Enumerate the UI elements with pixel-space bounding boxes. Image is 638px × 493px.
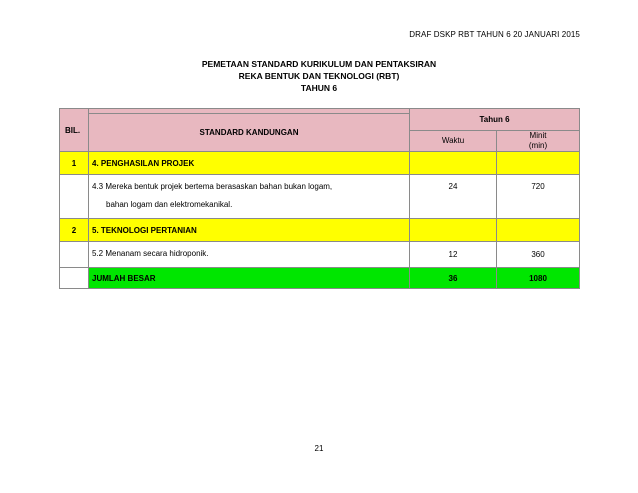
item-description — [89, 242, 410, 268]
section-row — [60, 152, 580, 175]
header-waktu: Waktu — [410, 131, 497, 152]
item-row — [60, 242, 580, 268]
total-label: JUMLAH BESAR — [89, 268, 410, 289]
header-standard-kandungan — [89, 109, 410, 152]
document-title — [0, 58, 638, 94]
item-line-2: bahan logam dan elektromekanikal. — [106, 200, 233, 209]
item-line-1: 5.2 Menanam secara hidroponik. — [92, 249, 209, 258]
page-number: 21 — [314, 444, 324, 453]
header-minit — [497, 131, 580, 152]
total-bil-empty — [60, 268, 89, 289]
header-minit-unit: (min) — [528, 141, 548, 150]
item-minit: 360 — [497, 242, 580, 268]
header-bil: BIL. — [60, 109, 89, 152]
header-minit-label: Minit — [529, 131, 547, 140]
title-line-2: REKA BENTUK DAN TEKNOLOGI (RBT) — [238, 71, 400, 81]
item-bil-empty — [60, 175, 89, 219]
total-row — [60, 268, 580, 289]
item-minit: 720 — [497, 175, 580, 219]
item-row — [60, 175, 580, 219]
document-header-note: DRAF DSKP RBT TAHUN 6 20 JANUARI 2015 — [409, 30, 580, 39]
section-number: 1 — [60, 152, 89, 175]
section-minit-empty — [497, 219, 580, 242]
item-description — [89, 175, 410, 219]
section-number: 2 — [60, 219, 89, 242]
total-waktu: 36 — [410, 268, 497, 289]
total-minit: 1080 — [497, 268, 580, 289]
title-line-1: PEMETAAN STANDARD KURIKULUM DAN PENTAKSIRAN — [201, 59, 437, 69]
section-row — [60, 219, 580, 242]
item-line-1: 4.3 Mereka bentuk projek bertema berasaskan bahan bukan logam, — [92, 182, 333, 191]
section-title: 5. TEKNOLOGI PERTANIAN — [89, 219, 410, 242]
title-line-3: TAHUN 6 — [300, 83, 338, 93]
item-bil-empty — [60, 242, 89, 268]
section-minit-empty — [497, 152, 580, 175]
header-standard-kandungan-label: STANDARD KANDUNGAN — [199, 128, 299, 137]
header-row — [60, 109, 580, 131]
item-waktu: 12 — [410, 242, 497, 268]
section-title: 4. PENGHASILAN PROJEK — [89, 152, 410, 175]
section-waktu-empty — [410, 219, 497, 242]
item-waktu: 24 — [410, 175, 497, 219]
header-tahun: Tahun 6 — [410, 109, 580, 131]
curriculum-table — [59, 108, 580, 289]
section-waktu-empty — [410, 152, 497, 175]
